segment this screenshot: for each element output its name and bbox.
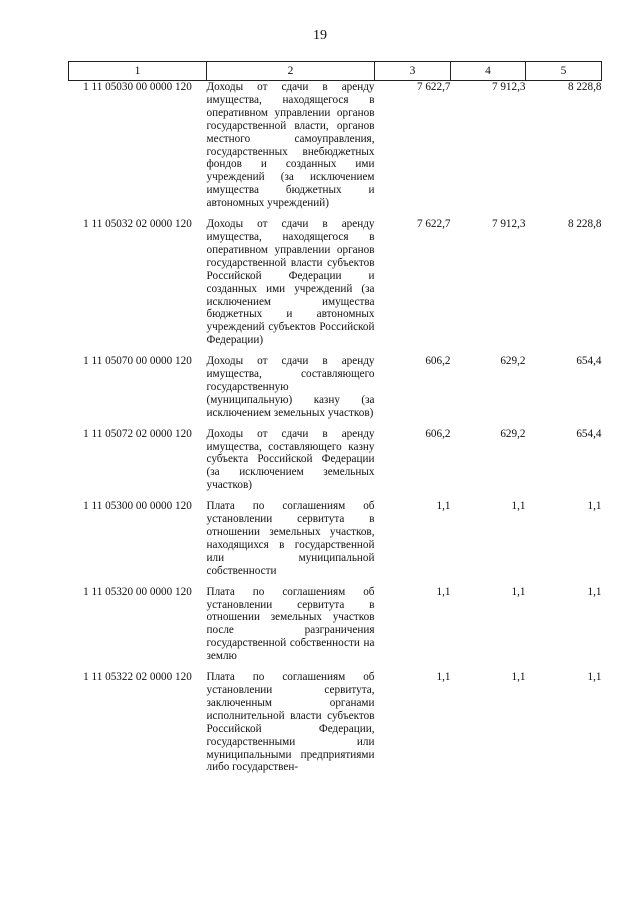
- revenue-table: [68, 61, 602, 782]
- amount-col3: 1,1: [436, 500, 451, 513]
- table-row: [69, 81, 602, 219]
- table-row: [69, 586, 602, 671]
- budget-code: 1 11 05322 02 0000 120: [83, 671, 192, 684]
- column-header-2: 2: [207, 62, 375, 81]
- page-number: 19: [313, 28, 327, 43]
- table-row: [69, 428, 602, 501]
- revenue-name: Плата по соглашениям об установлении сервитута в отношении земельных участков после разграничения государственной собственности на землю: [206, 585, 375, 663]
- amount-col4: 7 912,3: [491, 218, 526, 231]
- amount-col4: 1,1: [511, 500, 526, 513]
- amount-col4: 629,2: [500, 355, 526, 368]
- column-header-4: 4: [451, 62, 526, 81]
- amount-col5: 654,4: [576, 427, 602, 440]
- table-row: [69, 355, 602, 428]
- amount-col3: 606,2: [425, 355, 451, 368]
- column-header-5: 5: [526, 62, 602, 81]
- budget-code: 1 11 05300 00 0000 120: [83, 500, 192, 513]
- amount-col3: 1,1: [436, 671, 451, 684]
- amount-col4: 7 912,3: [491, 81, 526, 93]
- amount-col4: 1,1: [511, 585, 526, 598]
- revenue-name: Доходы от сдачи в аренду имущества, находящегося в оперативном управлении органов государственной власти субъектов Российской Федерации и созданных ими учреждений (за исключением имущества бюджетных и автономных учреждений субъектов Российской Федерации): [206, 218, 375, 347]
- amount-col3: 606,2: [425, 427, 451, 440]
- column-header-3: 3: [375, 62, 451, 81]
- table-row: [69, 500, 602, 585]
- revenue-name: Доходы от сдачи в аренду имущества, находящегося в оперативном управлении органов государственной власти, органов местного самоуправления, государственных внебюджетных фондов и созданных ими учреждений (за исключением имущества бюджетных и автономных учреждений): [206, 81, 375, 210]
- amount-col4: 629,2: [500, 427, 526, 440]
- budget-code: 1 11 05032 02 0000 120: [83, 218, 192, 231]
- amount-col4: 1,1: [511, 671, 526, 684]
- revenue-name: Плата по соглашениям об установлении сервитута, заключенным органами исполнительной власти субъектов Российской Федерации, государственными или муниципальными предприятиями либо государствен-: [206, 671, 375, 774]
- amount-col5: 1,1: [587, 671, 602, 684]
- amount-col3: 7 622,7: [416, 81, 451, 93]
- revenue-name: Доходы от сдачи в аренду имущества, составляющего государственную (муниципальную) казну (за исключением земельных участков): [206, 355, 375, 419]
- column-header-1: 1: [69, 62, 207, 81]
- amount-col5: 1,1: [587, 500, 602, 513]
- table-row: [69, 671, 602, 782]
- table-row: [69, 218, 602, 355]
- table-header-row: [69, 62, 602, 81]
- amount-col5: 8 228,8: [567, 81, 602, 93]
- budget-code: 1 11 05320 00 0000 120: [83, 585, 192, 598]
- budget-code: 1 11 05070 00 0000 120: [83, 355, 192, 368]
- budget-code: 1 11 05030 00 0000 120: [83, 81, 192, 93]
- revenue-name: Плата по соглашениям об установлении сервитута в отношении земельных участков, находящихся в государственной или муниципальной собственности: [206, 500, 375, 577]
- amount-col3: 7 622,7: [416, 218, 451, 231]
- revenue-name: Доходы от сдачи в аренду имущества, составляющего казну субъекта Российской Федерации (за исключением земельных участков): [206, 427, 375, 492]
- amount-col5: 1,1: [587, 585, 602, 598]
- amount-col5: 8 228,8: [567, 218, 602, 231]
- budget-code: 1 11 05072 02 0000 120: [83, 427, 192, 440]
- amount-col5: 654,4: [576, 355, 602, 368]
- amount-col3: 1,1: [436, 585, 451, 598]
